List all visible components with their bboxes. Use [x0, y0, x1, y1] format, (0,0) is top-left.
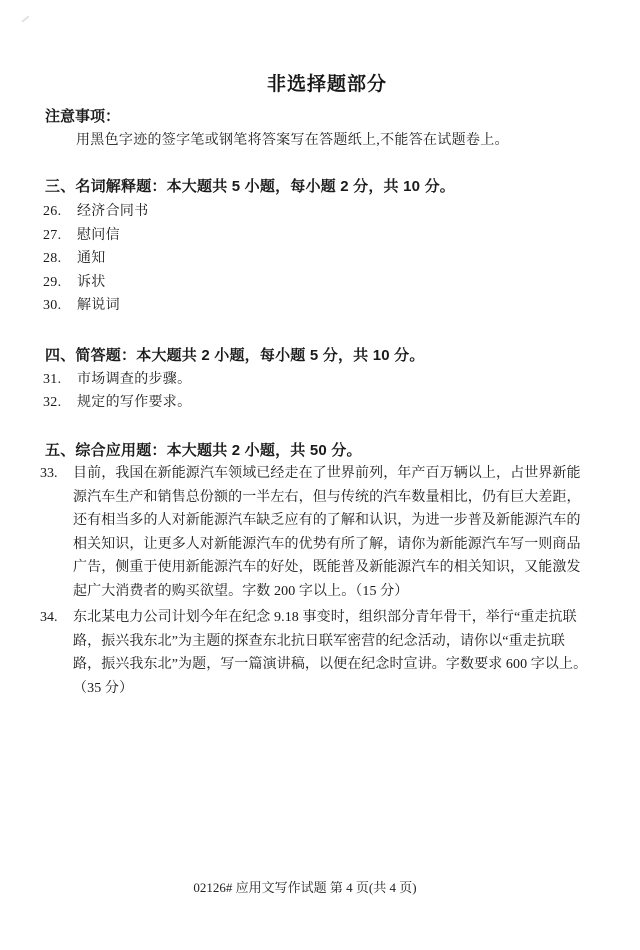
item-text: 解说词 [77, 298, 120, 313]
list-item-27 [43, 224, 120, 244]
item-text: 市场调查的步骤。 [77, 372, 192, 387]
list-item-30 [43, 294, 120, 314]
item-text: 通知 [77, 251, 106, 266]
item-text: 规定的写作要求。 [77, 395, 192, 410]
question-34 [40, 606, 600, 700]
item-number: 32. [43, 395, 62, 410]
question-line: 路，振兴我东北”为题，写一篇演讲稿，以便在纪念时宣讲。字数要求 600 字以上。 [73, 657, 588, 673]
item-number: 28. [43, 251, 62, 266]
question-line: 源汽车生产和销售总份额的一半左右，但与传统的汽车数量相比，仍有巨大差距， [73, 489, 581, 505]
item-number: 31. [43, 372, 62, 387]
question-34-body [73, 606, 600, 700]
question-number: 33. [40, 466, 58, 481]
item-text: 慰问信 [77, 228, 120, 243]
question-33-body [73, 462, 600, 604]
list-item-28 [43, 247, 106, 267]
question-line: 相关知识，让更多人对新能源汽车的优势有所了解，请你为新能源汽车写一则商品 [73, 536, 581, 552]
question-line: 东北某电力公司计划今年在纪念 9.18 事变时，组织部分青年骨干，举行“重走抗联 [73, 610, 577, 625]
item-text: 诉状 [77, 275, 106, 290]
item-text: 经济合同书 [77, 204, 149, 219]
page-footer: 02126# 应用文写作试题 第 4 页(共 4 页) [193, 880, 417, 895]
item-number: 27. [43, 228, 62, 243]
list-item-26 [43, 200, 149, 220]
section-heading-short-answer: 四、简答题：本大题共 2 小题，每小题 5 分，共 10 分。 [45, 347, 425, 364]
question-line: 还有相当多的人对新能源汽车缺乏应有的了解和认识，为进一步普及新能源汽车的 [73, 513, 581, 529]
list-item-29 [43, 271, 106, 291]
scan-artifact-mark [21, 15, 29, 22]
list-item-32 [43, 391, 191, 411]
page-title: 非选择题部分 [266, 74, 387, 95]
question-line: （35 分） [73, 680, 134, 696]
question-line: 目前，我国在新能源汽车领域已经走在了世界前列，年产百万辆以上，占世界新能 [73, 466, 581, 481]
question-number: 34. [40, 610, 58, 625]
notice-heading: 注意事项： [45, 108, 121, 125]
item-number: 29. [43, 275, 62, 290]
question-line: 广告，侧重于使用新能源汽车的好处，既能普及新能源汽车的相关知识，又能激发 [73, 560, 581, 576]
question-line: 起广大消费者的购买欲望。字数 200 字以上。（15 分） [73, 583, 409, 599]
item-number: 30. [43, 298, 62, 313]
list-item-31 [43, 368, 191, 388]
notice-body-text: 用黑色字迹的签字笔或钢笔将答案写在答题纸上,不能答在试题卷上。 [76, 133, 509, 148]
question-line: 路，振兴我东北”为主题的探查东北抗日联军密营的纪念活动，请你以“重走抗联 [73, 633, 566, 649]
question-33 [40, 462, 600, 604]
section-heading-comprehensive-application: 五、综合应用题：本大题共 2 小题，共 50 分。 [45, 442, 362, 459]
item-number: 26. [43, 204, 62, 219]
section-heading-term-definitions: 三、名词解释题：本大题共 5 小题，每小题 2 分，共 10 分。 [45, 178, 455, 195]
